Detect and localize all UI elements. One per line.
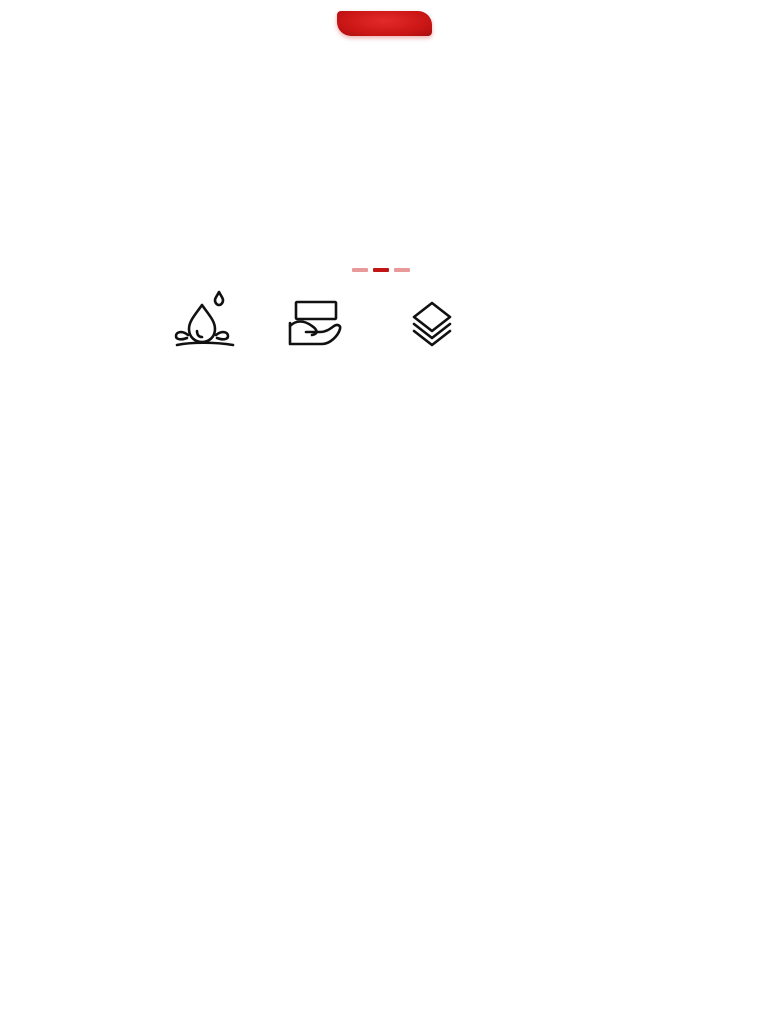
water-drop-icon [171,288,241,352]
feature-lightweight-material [250,288,380,360]
material-upgrade-badge [337,11,432,36]
layers-icon [397,288,467,352]
hand-holding-icon [280,288,350,352]
pagination-dot-1[interactable] [352,268,368,272]
pagination-dot-2-active[interactable] [373,268,389,272]
pagination-dots [352,268,410,272]
feature-breathable-comfortable [482,288,612,352]
pagination-dot-3[interactable] [394,268,410,272]
feature-list [0,288,768,393]
seated-person-icon [512,288,582,352]
sub-headline [54,130,714,160]
feature-scientific-stratification [367,288,497,360]
